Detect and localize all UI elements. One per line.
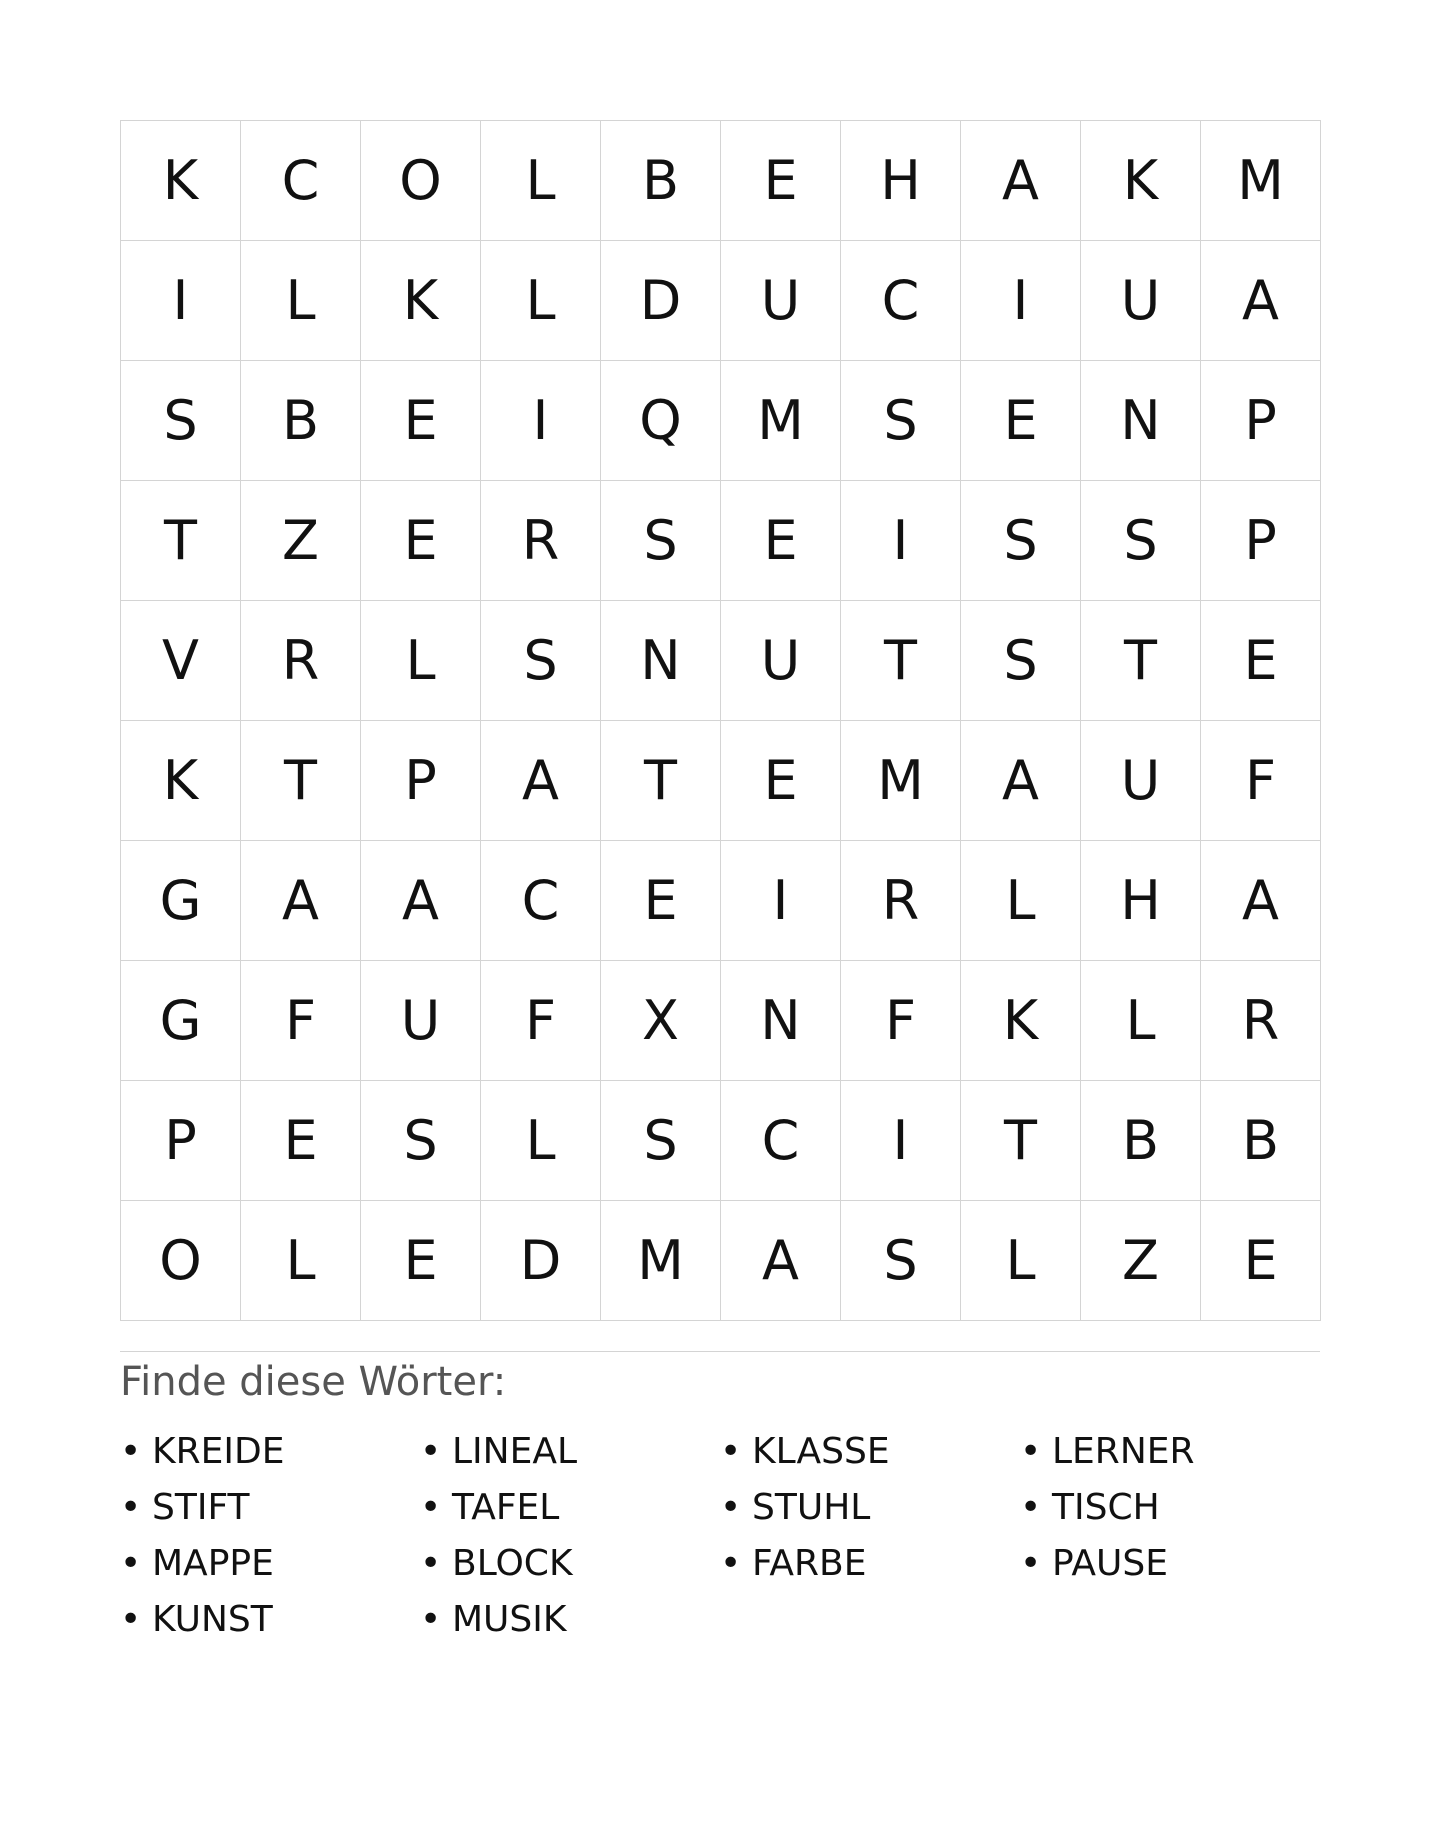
bullet-icon: • bbox=[720, 1487, 742, 1528]
bullet-icon: • bbox=[1020, 1487, 1042, 1528]
word-label: LERNER bbox=[1052, 1431, 1195, 1472]
grid-cell[interactable]: M bbox=[721, 361, 841, 481]
grid-cell[interactable]: A bbox=[721, 1201, 841, 1321]
grid-cell[interactable]: O bbox=[121, 1201, 241, 1321]
word-list-item bbox=[1020, 1536, 1320, 1592]
word-list-item bbox=[720, 1480, 1020, 1536]
bullet-icon: • bbox=[420, 1543, 442, 1584]
grid-cell[interactable]: D bbox=[481, 1201, 601, 1321]
word-label: KUNST bbox=[152, 1599, 273, 1640]
grid-cell[interactable]: I bbox=[961, 241, 1081, 361]
grid-cell[interactable]: C bbox=[241, 121, 361, 241]
grid-cell[interactable]: A bbox=[961, 721, 1081, 841]
grid-cell[interactable]: U bbox=[721, 241, 841, 361]
grid-cell[interactable]: M bbox=[601, 1201, 721, 1321]
bullet-icon: • bbox=[420, 1431, 442, 1472]
word-list-title: Finde diese Wörter: bbox=[120, 1359, 507, 1405]
word-list-item bbox=[720, 1536, 1020, 1592]
bullet-icon: • bbox=[720, 1431, 742, 1472]
grid-cell[interactable]: C bbox=[841, 241, 961, 361]
grid-cell[interactable]: V bbox=[121, 601, 241, 721]
grid-cell[interactable]: M bbox=[841, 721, 961, 841]
grid-cell[interactable]: E bbox=[601, 841, 721, 961]
grid-cell[interactable]: T bbox=[601, 721, 721, 841]
grid-cell[interactable]: B bbox=[1081, 1081, 1201, 1201]
grid-cell[interactable]: R bbox=[841, 841, 961, 961]
word-label: MAPPE bbox=[152, 1543, 274, 1584]
grid-cell[interactable]: X bbox=[601, 961, 721, 1081]
grid-cell[interactable]: I bbox=[721, 841, 841, 961]
grid-cell[interactable]: Z bbox=[1081, 1201, 1201, 1321]
grid-cell[interactable]: N bbox=[1081, 361, 1201, 481]
word-label: LINEAL bbox=[452, 1431, 578, 1472]
grid-cell[interactable]: E bbox=[241, 1081, 361, 1201]
grid-cell[interactable]: S bbox=[841, 361, 961, 481]
grid-cell[interactable]: C bbox=[481, 841, 601, 961]
grid-cell[interactable]: C bbox=[721, 1081, 841, 1201]
grid-cell[interactable]: S bbox=[841, 1201, 961, 1321]
grid-cell[interactable]: P bbox=[121, 1081, 241, 1201]
divider bbox=[120, 1351, 1320, 1352]
bullet-icon: • bbox=[120, 1543, 142, 1584]
grid-cell[interactable]: B bbox=[601, 121, 721, 241]
grid-cell[interactable]: F bbox=[241, 961, 361, 1081]
grid-cell[interactable]: H bbox=[841, 121, 961, 241]
word-list-item bbox=[420, 1480, 720, 1536]
grid-cell[interactable]: K bbox=[121, 121, 241, 241]
word-search-puzzle bbox=[120, 120, 1320, 1648]
word-label: STIFT bbox=[152, 1487, 250, 1528]
word-label: KLASSE bbox=[752, 1431, 890, 1472]
grid-cell[interactable]: A bbox=[361, 841, 481, 961]
bullet-icon: • bbox=[1020, 1543, 1042, 1584]
grid-cell[interactable]: T bbox=[961, 1081, 1081, 1201]
grid-cell[interactable]: I bbox=[841, 1081, 961, 1201]
grid-cell[interactable]: U bbox=[1081, 241, 1201, 361]
word-list-item bbox=[1020, 1480, 1320, 1536]
word-list bbox=[120, 1424, 1320, 1648]
grid-cell[interactable]: O bbox=[361, 121, 481, 241]
grid-cell[interactable]: F bbox=[841, 961, 961, 1081]
word-list-item bbox=[120, 1592, 420, 1648]
grid-cell[interactable]: I bbox=[481, 361, 601, 481]
word-list-item bbox=[420, 1424, 720, 1480]
word-list-item bbox=[420, 1592, 720, 1648]
word-label: MUSIK bbox=[452, 1599, 567, 1640]
grid-cell[interactable]: E bbox=[1201, 1201, 1321, 1321]
grid-cell[interactable]: H bbox=[1081, 841, 1201, 961]
grid-cell[interactable]: R bbox=[1201, 961, 1321, 1081]
word-label: KREIDE bbox=[152, 1431, 285, 1472]
grid-cell[interactable]: I bbox=[841, 481, 961, 601]
grid-cell[interactable]: N bbox=[721, 961, 841, 1081]
bullet-icon: • bbox=[120, 1599, 142, 1640]
grid-cell[interactable]: E bbox=[721, 481, 841, 601]
grid-cell[interactable]: E bbox=[1201, 601, 1321, 721]
grid-cell[interactable]: E bbox=[361, 361, 481, 481]
bullet-icon: • bbox=[120, 1431, 142, 1472]
grid-cell[interactable]: E bbox=[361, 1201, 481, 1321]
word-list-item bbox=[420, 1536, 720, 1592]
grid-cell[interactable]: A bbox=[961, 121, 1081, 241]
letter-grid bbox=[120, 120, 1321, 1321]
grid-cell[interactable]: Q bbox=[601, 361, 721, 481]
grid-cell[interactable]: Z bbox=[241, 481, 361, 601]
bullet-icon: • bbox=[420, 1487, 442, 1528]
word-label: FARBE bbox=[752, 1543, 867, 1584]
grid-cell[interactable]: G bbox=[121, 841, 241, 961]
grid-cell[interactable]: N bbox=[601, 601, 721, 721]
grid-cell[interactable]: L bbox=[481, 1081, 601, 1201]
grid-cell[interactable]: E bbox=[721, 721, 841, 841]
grid-cell[interactable]: L bbox=[481, 121, 601, 241]
bullet-icon: • bbox=[120, 1487, 142, 1528]
word-list-item bbox=[120, 1424, 420, 1480]
grid-cell[interactable]: G bbox=[121, 961, 241, 1081]
grid-cell[interactable]: T bbox=[241, 721, 361, 841]
grid-cell[interactable]: B bbox=[241, 361, 361, 481]
grid-cell[interactable]: K bbox=[1081, 121, 1201, 241]
grid-cell[interactable]: S bbox=[121, 361, 241, 481]
grid-cell[interactable]: S bbox=[481, 601, 601, 721]
grid-cell[interactable]: S bbox=[961, 601, 1081, 721]
grid-cell[interactable]: T bbox=[841, 601, 961, 721]
grid-cell[interactable]: P bbox=[361, 721, 481, 841]
grid-cell[interactable]: S bbox=[1081, 481, 1201, 601]
word-list-item bbox=[120, 1536, 420, 1592]
word-label: BLOCK bbox=[452, 1543, 573, 1584]
grid-cell[interactable]: S bbox=[961, 481, 1081, 601]
grid-cell[interactable]: L bbox=[481, 241, 601, 361]
grid-cell[interactable]: I bbox=[121, 241, 241, 361]
grid-cell[interactable]: A bbox=[241, 841, 361, 961]
grid-cell[interactable]: A bbox=[1201, 841, 1321, 961]
bullet-icon: • bbox=[1020, 1431, 1042, 1472]
grid-cell[interactable]: E bbox=[961, 361, 1081, 481]
word-label: STUHL bbox=[752, 1487, 871, 1528]
grid-cell[interactable]: L bbox=[361, 601, 481, 721]
grid-cell[interactable]: S bbox=[601, 1081, 721, 1201]
grid-cell[interactable]: L bbox=[241, 241, 361, 361]
grid-cell[interactable]: U bbox=[1081, 721, 1201, 841]
grid-cell[interactable]: K bbox=[121, 721, 241, 841]
grid-cell[interactable]: P bbox=[1201, 481, 1321, 601]
grid-cell[interactable]: S bbox=[601, 481, 721, 601]
grid-cell[interactable]: P bbox=[1201, 361, 1321, 481]
grid-cell[interactable]: L bbox=[961, 1201, 1081, 1321]
word-label: PAUSE bbox=[1052, 1543, 1168, 1584]
grid-cell[interactable]: B bbox=[1201, 1081, 1321, 1201]
bullet-icon: • bbox=[420, 1599, 442, 1640]
word-list-item bbox=[720, 1424, 1020, 1480]
grid-cell[interactable]: D bbox=[601, 241, 721, 361]
word-list-item bbox=[120, 1480, 420, 1536]
grid-cell[interactable]: M bbox=[1201, 121, 1321, 241]
grid-cell[interactable]: S bbox=[361, 1081, 481, 1201]
grid-cell[interactable]: R bbox=[481, 481, 601, 601]
grid-cell[interactable]: L bbox=[961, 841, 1081, 961]
grid-cell[interactable]: K bbox=[361, 241, 481, 361]
word-list-item bbox=[1020, 1424, 1320, 1480]
grid-cell[interactable]: K bbox=[961, 961, 1081, 1081]
grid-cell[interactable]: T bbox=[121, 481, 241, 601]
grid-cell[interactable]: E bbox=[361, 481, 481, 601]
grid-cell[interactable]: R bbox=[241, 601, 361, 721]
word-label: TISCH bbox=[1052, 1487, 1160, 1528]
grid-cell[interactable]: U bbox=[361, 961, 481, 1081]
grid-cell[interactable]: L bbox=[241, 1201, 361, 1321]
grid-cell[interactable]: E bbox=[721, 121, 841, 241]
grid-cell[interactable]: A bbox=[481, 721, 601, 841]
grid-cell[interactable]: F bbox=[481, 961, 601, 1081]
word-label: TAFEL bbox=[452, 1487, 560, 1528]
grid-cell[interactable]: A bbox=[1201, 241, 1321, 361]
grid-cell[interactable]: L bbox=[1081, 961, 1201, 1081]
grid-cell[interactable]: F bbox=[1201, 721, 1321, 841]
grid-cell[interactable]: T bbox=[1081, 601, 1201, 721]
grid-cell[interactable]: U bbox=[721, 601, 841, 721]
bullet-icon: • bbox=[720, 1543, 742, 1584]
